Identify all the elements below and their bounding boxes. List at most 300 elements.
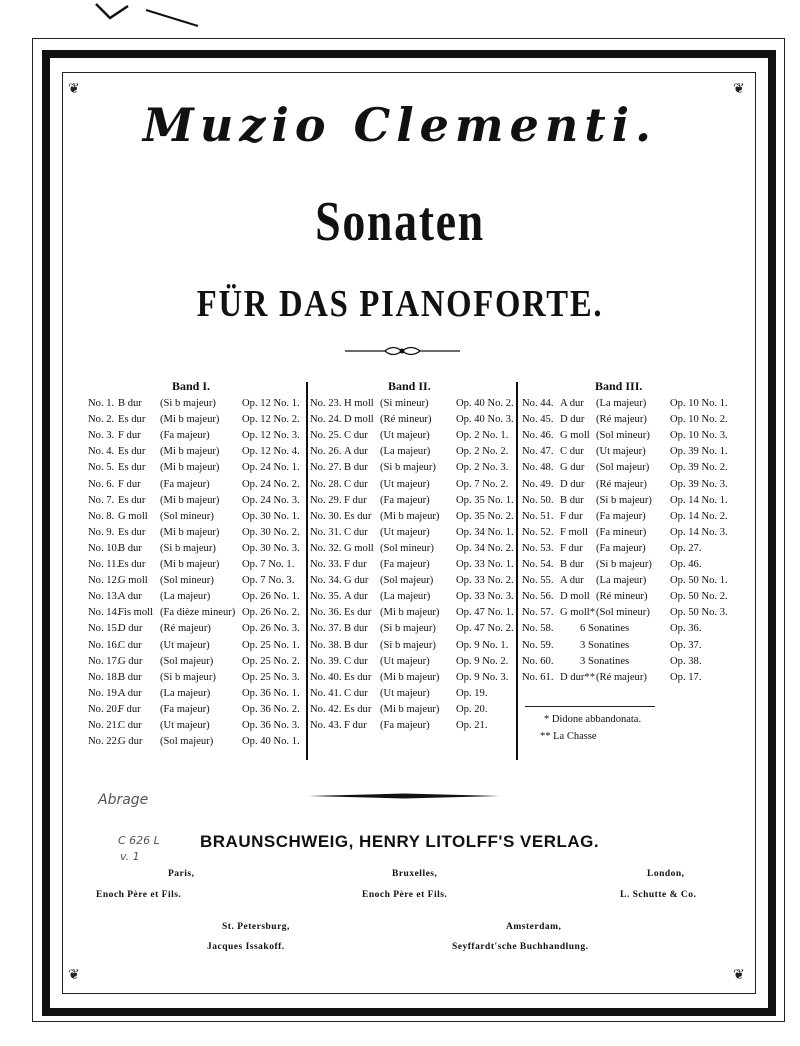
key-name: Es dur [118, 526, 146, 538]
opus-number: Op. 26 No. 1. [242, 591, 300, 603]
sonata-number: No. 46. [522, 430, 554, 442]
sonata-number: No. 1. [88, 398, 115, 409]
catalogue-row [88, 720, 306, 736]
key-translation: (La majeur) [380, 446, 431, 458]
sonata-number: No. 9. [88, 526, 115, 538]
key-translation: (Ré mineur) [380, 414, 432, 426]
sonata-number: No. 4. [88, 446, 115, 458]
sonata-number: No. 60. [522, 655, 554, 667]
catalogue-row [88, 656, 306, 672]
key-translation: (Ut majeur) [596, 446, 646, 458]
opus-number: Op. 30 No. 2. [242, 526, 300, 538]
catalogue-row [88, 495, 306, 511]
key-translation: (Mi b majeur) [160, 414, 220, 426]
opus-number: Op. 17. [670, 671, 702, 683]
key-name: G moll [118, 575, 148, 587]
key-translation: (Si b majeur) [596, 559, 652, 570]
opus-number: Op. 36. [670, 623, 702, 635]
opus-number: Op. 2 No. 3. [456, 462, 509, 474]
opus-number: Op. 20. [456, 703, 488, 715]
sonata-number: No. 23. [310, 398, 342, 409]
key-name: F dur [118, 478, 141, 490]
opus-number: Op. 39 No. 3. [670, 478, 728, 490]
sonata-number: No. 22. [88, 736, 120, 748]
catalogue-row [310, 559, 516, 575]
catalogue-row [522, 575, 732, 591]
catalogue-row [88, 640, 306, 656]
key-translation: (Mi b majeur) [380, 510, 440, 522]
agent-firm: Seyffardt'sche Buchhandlung. [452, 942, 589, 952]
key-translation: (Si b majeur) [380, 462, 436, 474]
key-translation: (Si b majeur) [380, 623, 436, 635]
sonata-number: No. 16. [88, 639, 120, 651]
catalogue-row [310, 591, 516, 607]
sonata-number: No. 28. [310, 478, 342, 490]
sonata-number: No. 34. [310, 575, 342, 587]
key-translation: (Ut majeur) [160, 720, 210, 731]
key-name: F dur [344, 494, 367, 506]
sonata-number: No. 51. [522, 510, 554, 522]
key-name: D dur** [560, 671, 596, 683]
opus-number: Op. 9 No. 3. [456, 671, 509, 683]
catalogue-row [88, 559, 306, 575]
sonata-number: No. 48. [522, 462, 554, 474]
key-name: Es dur [118, 446, 146, 458]
key-translation: (Ré majeur) [596, 478, 647, 490]
opus-number: Op. 24 No. 1. [242, 462, 300, 474]
key-name: Es dur [118, 462, 146, 474]
catalogue-row [310, 398, 516, 414]
opus-number: Op. 25 No. 1. [242, 639, 300, 651]
catalogue-row [522, 559, 732, 575]
agent-firm: Enoch Père et Fils. [96, 890, 182, 900]
sonata-number: No. 15. [88, 623, 120, 635]
key-name: Es dur [118, 414, 146, 426]
catalogue-row [88, 688, 306, 704]
key-translation: (Sol mineur) [380, 542, 434, 554]
sonata-number: No. 36. [310, 607, 342, 619]
sonata-number: No. 12. [88, 575, 120, 587]
catalogue-row [310, 623, 516, 639]
sonata-number: No. 59. [522, 639, 554, 651]
catalogue-row [88, 511, 306, 527]
opus-number: Op. 24 No. 2. [242, 478, 300, 490]
catalogue-row [522, 656, 732, 672]
key-translation: (Si b majeur) [596, 494, 652, 506]
key-translation: (Si b majeur) [160, 671, 216, 683]
opus-number: Op. 35 No. 2. [456, 510, 514, 522]
key-translation: (Fa majeur) [160, 430, 210, 442]
catalogue-row [310, 640, 516, 656]
opus-number: Op. 12 No. 4. [242, 446, 300, 458]
key-translation: (Fa majeur) [380, 720, 430, 731]
opus-number: Op. 34 No. 2. [456, 542, 514, 554]
sonata-number: No. 42. [310, 703, 342, 715]
opus-number: Op. 9 No. 1. [456, 639, 509, 651]
sonata-number: No. 8. [88, 510, 115, 522]
key-name: G moll [344, 542, 374, 554]
agent-firm: L. Schutte & Co. [620, 890, 697, 900]
opus-number: Op. 14 No. 1. [670, 494, 728, 506]
sonata-number: No. 14. [88, 607, 120, 619]
sonata-number: No. 32. [310, 542, 342, 554]
opus-number: Op. 50 No. 2. [670, 591, 728, 603]
footnote-rule [525, 706, 655, 707]
opus-number: Op. 10 No. 1. [670, 398, 728, 409]
catalogue-row [310, 446, 516, 462]
sonata-number: No. 41. [310, 687, 342, 699]
sonata-number: No. 3. [88, 430, 115, 442]
sonata-number: No. 31. [310, 526, 342, 538]
sonata-number: No. 57. [522, 607, 554, 619]
key-name: F dur [344, 720, 367, 731]
opus-number: Op. 40 No. 1. [242, 736, 300, 748]
opus-number: Op. 26 No. 3. [242, 623, 300, 635]
catalogue-row [88, 479, 306, 495]
key-name: F dur [118, 703, 141, 715]
footnote: * Didone abbandonata. [544, 714, 642, 725]
key-name: C dur [344, 655, 368, 667]
sonata-number: No. 19. [88, 687, 120, 699]
key-name: F dur [118, 430, 141, 442]
catalogue-row [310, 656, 516, 672]
sonata-number: No. 45. [522, 414, 554, 426]
key-translation: (Ré majeur) [596, 671, 647, 683]
key-name: D dur [118, 623, 143, 635]
key-name: C dur [118, 720, 142, 731]
opus-number: Op. 40 No. 2. [456, 398, 514, 409]
key-name: F dur [344, 559, 367, 570]
key-name: G moll [560, 430, 590, 442]
catalogue-row [522, 430, 732, 446]
key-name: C dur [344, 687, 368, 699]
band-heading: Band III. [595, 379, 643, 393]
key-name: B dur [344, 623, 368, 635]
key-name: C dur [344, 526, 368, 538]
opus-number: Op. 12 No. 2. [242, 414, 300, 426]
catalogue-row [310, 462, 516, 478]
catalogue-row [522, 495, 732, 511]
catalogue-row [88, 607, 306, 623]
key-name: 3 Sonatines [580, 655, 630, 667]
key-name: F moll [560, 526, 588, 538]
column-divider [306, 382, 308, 760]
key-name: G dur [118, 655, 143, 667]
sonata-number: No. 25. [310, 430, 342, 442]
key-name: G moll [118, 510, 148, 522]
sonata-number: No. 26. [310, 446, 342, 458]
key-translation: (Mi b majeur) [160, 526, 220, 538]
key-name: Es dur [344, 510, 372, 522]
handwritten-note: C 626 L [118, 834, 160, 847]
key-name: D dur [560, 414, 585, 426]
key-translation: (Fa majeur) [596, 510, 646, 522]
key-translation: (Sol mineur) [160, 575, 214, 587]
key-translation: (Ré majeur) [596, 414, 647, 426]
work-title: Sonaten [315, 191, 485, 253]
sonata-number: No. 21. [88, 720, 120, 731]
opus-number: Op. 7 No. 1. [242, 559, 295, 570]
key-name: G dur [344, 575, 369, 587]
catalogue-row [522, 672, 732, 688]
key-translation: (Ré mineur) [596, 591, 648, 603]
sonata-number: No. 5. [88, 462, 115, 474]
sonata-number: No. 38. [310, 639, 342, 651]
sonata-number: No. 35. [310, 591, 342, 603]
key-translation: (Fa majeur) [380, 559, 430, 570]
sonata-number: No. 13. [88, 591, 120, 603]
key-name: C dur [560, 446, 584, 458]
sonata-number: No. 6. [88, 478, 115, 490]
separator-rule [308, 792, 500, 800]
catalogue-row [522, 640, 732, 656]
key-name: C dur [344, 478, 368, 490]
key-name: Es dur [344, 703, 372, 715]
sonata-number: No. 44. [522, 398, 554, 409]
sonata-number: No. 24. [310, 414, 342, 426]
opus-number: Op. 19. [456, 687, 488, 699]
agent-city: St. Petersburg, [222, 922, 290, 932]
key-name: H moll [344, 398, 374, 409]
catalogue-row [88, 736, 306, 752]
opus-number: Op. 33 No. 3. [456, 591, 514, 603]
opus-number: Op. 39 No. 1. [670, 446, 728, 458]
sonata-number: No. 2. [88, 414, 115, 426]
catalogue-row [310, 527, 516, 543]
agent-firm: Jacques Issakoff. [207, 942, 285, 952]
key-translation: (Fa majeur) [160, 478, 210, 490]
catalogue-row [88, 414, 306, 430]
key-name: A dur [118, 687, 142, 699]
opus-number: Op. 14 No. 3. [670, 526, 728, 538]
catalogue-row [88, 623, 306, 639]
key-translation: (Mi b majeur) [160, 446, 220, 458]
catalogue-row [310, 430, 516, 446]
key-name: D dur [560, 478, 585, 490]
corner-ornament-icon: ❦ [733, 81, 745, 97]
key-translation: (Mi b majeur) [380, 607, 440, 619]
sonata-number: No. 58. [522, 623, 554, 635]
sonata-number: No. 33. [310, 559, 342, 570]
key-translation: (Si b majeur) [160, 542, 216, 554]
catalogue-row [88, 462, 306, 478]
key-translation: (Ut majeur) [380, 655, 430, 667]
catalogue-row [310, 672, 516, 688]
catalogue-row [522, 462, 732, 478]
key-name: B dur [118, 542, 142, 554]
flourish-ornament-icon [345, 343, 460, 359]
catalogue-row [88, 527, 306, 543]
catalogue-row [522, 511, 732, 527]
key-name: A dur [344, 446, 368, 458]
key-translation: (Si mineur) [380, 398, 429, 409]
key-name: B dur [560, 494, 584, 506]
key-name: D moll [560, 591, 590, 603]
key-name: B dur [344, 462, 368, 474]
corner-ornament-icon: ❦ [733, 967, 745, 983]
key-name: A dur [118, 591, 142, 603]
catalogue-row [310, 575, 516, 591]
sonata-number: No. 55. [522, 575, 554, 587]
key-name: C dur [344, 430, 368, 442]
sonata-number: No. 53. [522, 542, 554, 554]
opus-number: Op. 30 No. 1. [242, 510, 300, 522]
key-name: B dur [118, 398, 142, 409]
catalogue-row [310, 607, 516, 623]
key-name: C dur [118, 639, 142, 651]
key-translation: (Sol majeur) [596, 462, 650, 474]
band-heading: Band I. [172, 379, 211, 393]
sonata-number: No. 50. [522, 494, 554, 506]
key-name: G moll* [560, 607, 596, 619]
catalogue-row [88, 543, 306, 559]
key-name: 6 Sonatines [580, 623, 630, 635]
catalogue-row [522, 543, 732, 559]
opus-number: Op. 26 No. 2. [242, 607, 300, 619]
key-name: G dur [560, 462, 585, 474]
key-name: B dur [560, 559, 584, 570]
opus-number: Op. 33 No. 1. [456, 559, 514, 570]
catalogue-row [88, 430, 306, 446]
key-translation: (Mi b majeur) [380, 671, 440, 683]
opus-number: Op. 12 No. 1. [242, 398, 300, 409]
agent-city: London, [647, 869, 685, 879]
key-translation: (La majeur) [160, 687, 211, 699]
key-name: 3 Sonatines [580, 639, 630, 651]
catalogue-row [88, 575, 306, 591]
sonata-number: No. 40. [310, 671, 342, 683]
opus-number: Op. 38. [670, 655, 702, 667]
catalogue-row [310, 720, 516, 736]
key-translation: (Ut majeur) [380, 430, 430, 442]
catalogue-row [88, 591, 306, 607]
agent-city: Bruxelles, [392, 869, 438, 879]
band-heading: Band II. [388, 379, 431, 393]
key-translation: (Sol mineur) [596, 430, 650, 442]
publisher-name: BRAUNSCHWEIG, HENRY LITOLFF'S VERLAG. [200, 832, 600, 851]
sonata-number: No. 18. [88, 671, 120, 683]
opus-number: Op. 7 No. 3. [242, 575, 295, 587]
opus-number: Op. 10 No. 2. [670, 414, 728, 426]
sonata-number: No. 52. [522, 526, 554, 538]
key-translation: (Mi b majeur) [380, 703, 440, 715]
opus-number: Op. 12 No. 3. [242, 430, 300, 442]
sonata-number: No. 39. [310, 655, 342, 667]
catalogue-row [522, 479, 732, 495]
key-translation: (Sol mineur) [160, 510, 214, 522]
opus-number: Op. 37. [670, 639, 702, 651]
key-translation: (Sol majeur) [160, 655, 214, 667]
key-translation: (Mi b majeur) [160, 462, 220, 474]
opus-number: Op. 47 No. 1. [456, 607, 514, 619]
opus-number: Op. 25 No. 3. [242, 671, 300, 683]
key-translation: (La majeur) [596, 575, 647, 587]
sonata-number: No. 20. [88, 703, 120, 715]
catalogue-row [310, 704, 516, 720]
catalogue-row [88, 704, 306, 720]
opus-number: Op. 40 No. 3. [456, 414, 514, 426]
opus-number: Op. 36 No. 2. [242, 703, 300, 715]
catalogue-row [88, 398, 306, 414]
key-name: F dur [560, 542, 583, 554]
sonata-number: No. 37. [310, 623, 342, 635]
key-translation: (Ut majeur) [380, 526, 430, 538]
key-name: B dur [344, 639, 368, 651]
catalogue-row [310, 414, 516, 430]
key-name: A dur [560, 575, 584, 587]
key-name: Es dur [344, 671, 372, 683]
catalogue-row [522, 398, 732, 414]
key-translation: (La majeur) [160, 591, 211, 603]
opus-number: Op. 7 No. 2. [456, 478, 509, 490]
key-translation: (La majeur) [596, 398, 647, 409]
opus-number: Op. 50 No. 3. [670, 607, 728, 619]
corner-ornament-icon: ❦ [68, 81, 80, 97]
instrument-subtitle: FÜR DAS PIANOFORTE. [196, 283, 604, 325]
key-translation: (Fa majeur) [160, 703, 210, 715]
key-name: A dur [560, 398, 584, 409]
agent-city: Paris, [168, 869, 195, 879]
opus-number: Op. 9 No. 2. [456, 655, 509, 667]
key-translation: (Si b majeur) [380, 639, 436, 651]
agent-city: Amsterdam, [506, 922, 562, 932]
key-translation: (Ut majeur) [160, 639, 210, 651]
key-translation: (Si b majeur) [160, 398, 216, 409]
opus-number: Op. 25 No. 2. [242, 655, 300, 667]
opus-number: Op. 2 No. 2. [456, 446, 509, 458]
opus-number: Op. 47 No. 2. [456, 623, 514, 635]
sonata-number: No. 11. [88, 559, 120, 570]
opus-number: Op. 10 No. 3. [670, 430, 728, 442]
key-name: Es dur [118, 559, 146, 570]
key-translation: (Sol majeur) [380, 575, 434, 587]
column-divider [516, 382, 518, 760]
sonata-number: No. 54. [522, 559, 554, 570]
key-name: A dur [344, 591, 368, 603]
sonata-number: No. 56. [522, 591, 554, 603]
key-translation: (Fa mineur) [596, 526, 647, 538]
stray-marks [88, 0, 208, 32]
key-translation: (Mi b majeur) [160, 494, 220, 506]
catalogue-row [522, 607, 732, 623]
catalogue-row [522, 414, 732, 430]
catalogue-row [310, 543, 516, 559]
opus-number: Op. 35 No. 1. [456, 494, 514, 506]
handwritten-note: v. 1 [120, 850, 140, 863]
key-translation: (Fa dièze mineur) [160, 607, 236, 619]
sonata-number: No. 49. [522, 478, 554, 490]
sonata-number: No. 43. [310, 720, 342, 731]
catalogue-row [522, 623, 732, 639]
key-name: B dur [118, 671, 142, 683]
key-name: Fis moll [118, 607, 154, 619]
opus-number: Op. 39 No. 2. [670, 462, 728, 474]
sonata-number: No. 27. [310, 462, 342, 474]
opus-number: Op. 21. [456, 720, 488, 731]
opus-number: Op. 36 No. 3. [242, 720, 300, 731]
key-translation: (Sol mineur) [596, 607, 650, 619]
opus-number: Op. 50 No. 1. [670, 575, 728, 587]
key-translation: (Ut majeur) [380, 478, 430, 490]
opus-number: Op. 24 No. 3. [242, 494, 300, 506]
sonata-number: No. 47. [522, 446, 554, 458]
catalogue-row [310, 511, 516, 527]
key-name: F dur [560, 510, 583, 522]
key-translation: (Ré majeur) [160, 623, 211, 635]
opus-number: Op. 14 No. 2. [670, 510, 728, 522]
catalogue-row [310, 495, 516, 511]
key-name: Es dur [118, 494, 146, 506]
